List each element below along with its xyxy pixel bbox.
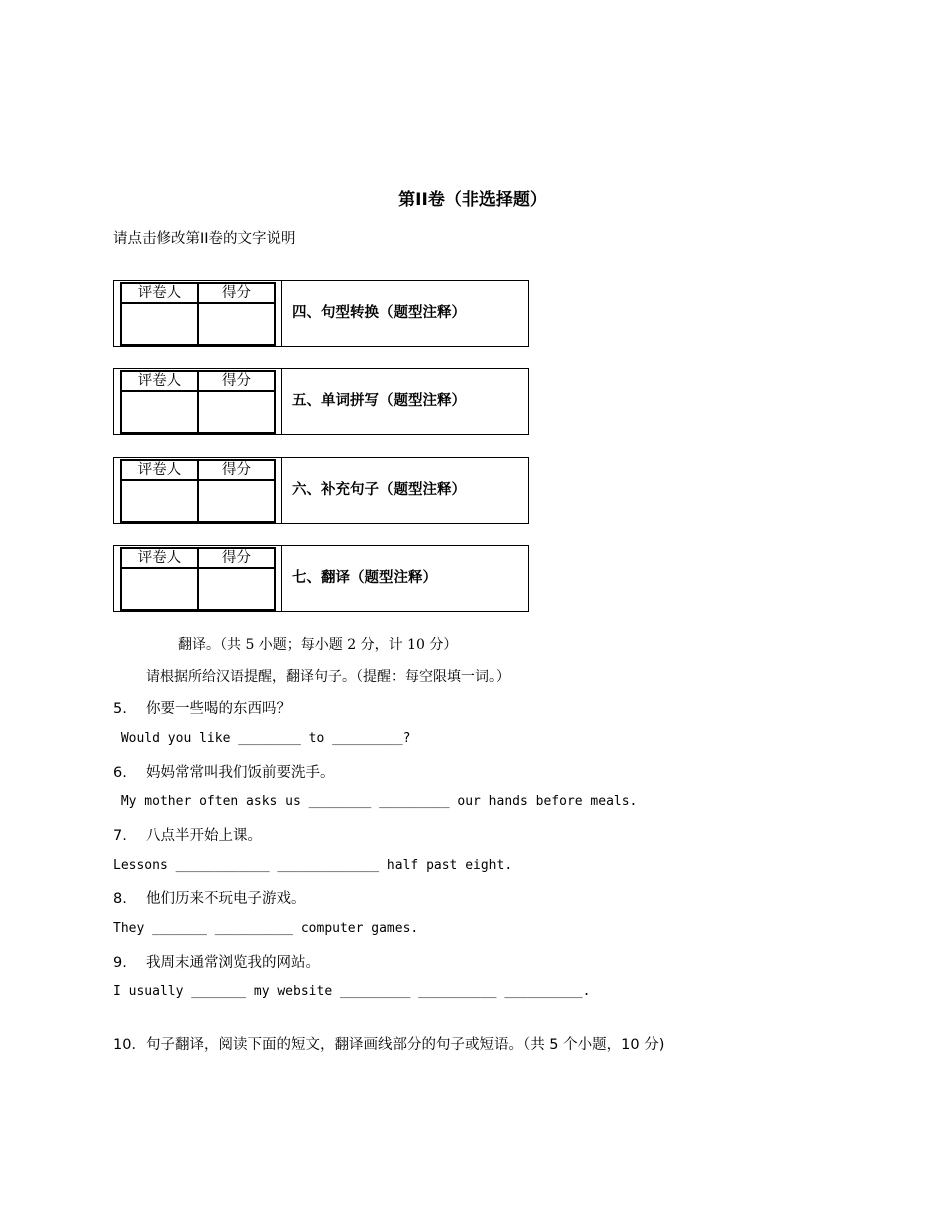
question-chinese: 我周末通常浏览我的网站。 [146, 955, 320, 971]
question-7 [113, 824, 262, 845]
score-label: 得分 [222, 462, 251, 478]
page-title: 第II卷（非选择题） [398, 190, 547, 210]
question-number: 5. [113, 701, 127, 717]
question-chinese: 八点半开始上课。 [146, 828, 262, 844]
score-label: 得分 [222, 550, 251, 566]
question-9 [113, 951, 320, 972]
answer-line-6: My mother often asks us ________ _________ our hands before meals. [113, 794, 638, 809]
answer-line-5: Would you like ________ to _________? [113, 731, 411, 746]
question-5 [113, 697, 291, 718]
score-table [120, 459, 276, 523]
section-box-5 [113, 368, 529, 435]
question-number: 8. [113, 891, 127, 907]
question-number: 7. [113, 828, 127, 844]
score-table [120, 282, 276, 346]
grader-label: 评卷人 [137, 373, 182, 389]
section-box-4 [113, 280, 529, 347]
question-8 [113, 887, 306, 908]
question-10: 10．句子翻译，阅读下面的短文，翻译画线部分的句子或短语。（共 5 个小题，10 分) [113, 1037, 665, 1053]
section-title: 七、翻译（题型注释） [292, 570, 437, 586]
section-box-7 [113, 545, 529, 612]
section-title: 六、补充句子（题型注释） [292, 482, 466, 498]
grader-label: 评卷人 [137, 550, 182, 566]
score-table [120, 370, 276, 434]
grader-label: 评卷人 [137, 285, 182, 301]
score-label: 得分 [222, 373, 251, 389]
answer-line-7: Lessons ____________ _____________ half past eight. [113, 858, 513, 873]
question-chinese: 他们历来不玩电子游戏。 [146, 891, 306, 907]
translation-instruction: 请根据所给汉语提醒，翻译句子。（提醒：每空限填一词。） [146, 669, 510, 685]
question-6 [113, 761, 335, 782]
grader-label: 评卷人 [137, 462, 182, 478]
question-number: 9. [113, 955, 127, 971]
section-title: 四、句型转换（题型注释） [292, 305, 466, 321]
answer-line-9: I usually _______ my website _________ __________ __________. [113, 984, 591, 999]
section-note: 请点击修改第II卷的文字说明 [113, 231, 296, 247]
score-table [120, 547, 276, 611]
answer-line-8: They _______ __________ computer games. [113, 921, 419, 936]
question-chinese: 妈妈常常叫我们饭前要洗手。 [146, 765, 335, 781]
question-chinese: 你要一些喝的东西吗？ [146, 701, 291, 717]
section-title: 五、单词拼写（题型注释） [292, 393, 466, 409]
question-number: 6. [113, 765, 127, 781]
score-label: 得分 [222, 285, 251, 301]
section-box-6 [113, 457, 529, 524]
translation-heading: 翻译。（共 5 小题；每小题 2 分，计 10 分） [178, 637, 458, 653]
